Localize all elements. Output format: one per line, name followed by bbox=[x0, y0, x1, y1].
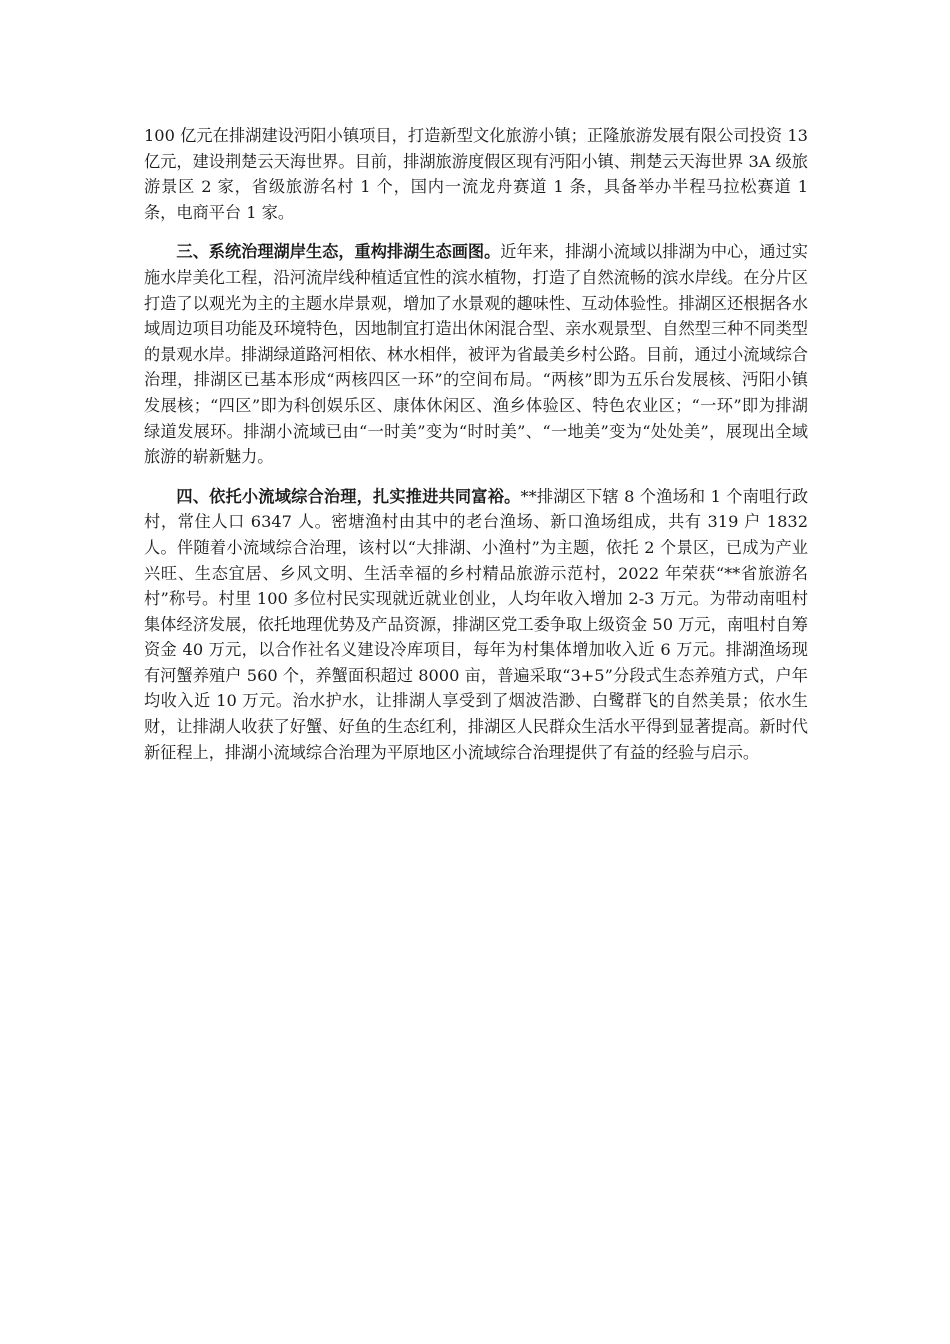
paragraph-section-three bbox=[144, 239, 808, 469]
paragraph-continuation bbox=[144, 123, 808, 225]
document-page bbox=[144, 123, 808, 779]
paragraph-text: 100 亿元在排湖建设沔阳小镇项目，打造新型文化旅游小镇；正隆旅游发展有限公司投资 13 亿元，建设荆楚云天海世界。目前，排湖旅游度假区现有沔阳小镇、荆楚云天海世界 3A 级旅游景区 2 家，省级旅游名村 1 个，国内一流龙舟赛道 1 条，具备举办半程马拉松赛道 1 条，电商平台 1 家。 bbox=[144, 126, 808, 222]
paragraph-text: **排湖区下辖 8 个渔场和 1 个南咀行政村，常住人口 6347 人。密塘渔村由其中的老台渔场、新口渔场组成，共有 319 户 1832 人。伴随着小流域综合治理，该村以“大排湖、小渔村”为主题，依托 2 个景区，已成为产业兴旺、生态宜居、乡风文明、生活幸福的乡村精品旅游示范村，2022 年荣获“**省旅游名村”称号。村里 100 多位村民实现就近就业创业，人均年收入增加 2-3 万元。为带动南咀村集体经济发展，依托地理优势及产品资源，排湖区党工委争取上级资金 50 万元，南咀村自筹资金 40 万元，以合作社名义建设冷库项目，每年为村集体增加收入近 6 万元。排湖渔场现有河蟹养殖户 560 个，养蟹面积超过 8000 亩，普遍采取“3+5”分段式生态养殖方式，户年均收入近 10 万元。治水护水，让排湖人享受到了烟波浩渺、白鹭群飞的自然美景；依水生财，让排湖人收获了好蟹、好鱼的生态红利，排湖区人民群众生活水平得到显著提高。新时代新征程上，排湖小流域综合治理为平原地区小流域综合治理提供了有益的经验与启示。 bbox=[144, 486, 809, 762]
paragraph-section-four bbox=[144, 484, 808, 766]
paragraph-text: 近年来，排湖小流域以排湖为中心，通过实施水岸美化工程，沿河流岸线种植适宜性的滨水植物，打造了自然流畅的滨水岸线。在分片区打造了以观光为主的主题水岸景观，增加了水景观的趣味性、互动体验性。排湖区还根据各水域周边项目功能及环境特色，因地制宜打造出休闲混合型、亲水观景型、自然型三种不同类型的景观水岸。排湖绿道路河相依、林水相伴，被评为省最美乡村公路。目前，通过小流域综合治理，排湖区已基本形成“两核四区一环”的空间布局。“两核”即为五乐台发展核、沔阳小镇发展核；“四区”即为科创娱乐区、康体休闲区、渔乡体验区、特色农业区；“一环”即为排湖绿道发展环。排湖小流域已由“一时美”变为“时时美”、“一地美”变为“处处美”，展现出全域旅游的崭新魅力。 bbox=[144, 242, 808, 467]
section-heading: 三、系统治理湖岸生态，重构排湖生态画图。 bbox=[176, 242, 501, 262]
section-heading: 四、依托小流域综合治理，扎实推进共同富裕。 bbox=[176, 486, 521, 506]
